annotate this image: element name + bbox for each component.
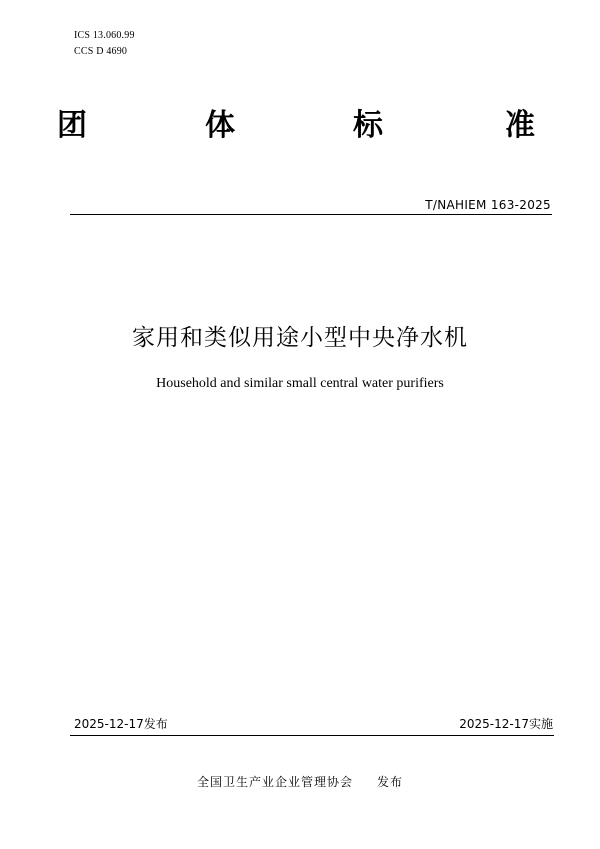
issuer-organization: 全国卫生产业企业管理协会 — [196, 775, 353, 789]
ics-code: ICS 13.060.99 — [74, 30, 135, 41]
header-divider — [70, 214, 552, 215]
publish-date: 2025-12-17发布 — [74, 717, 168, 731]
standard-type-char: 体 — [205, 108, 235, 143]
document-title-chinese: 家用和类似用途小型中央净水机 — [132, 325, 468, 351]
issuer-line — [0, 774, 600, 790]
issuer-action: 发布 — [377, 775, 404, 789]
document-title-english: Household and similar small central water purifiers — [156, 376, 444, 391]
standard-type-char: 准 — [505, 108, 535, 143]
standard-number: T/NAHIEM 163-2025 — [425, 198, 551, 212]
standard-type-char: 团 — [57, 108, 87, 143]
standard-type-char: 标 — [353, 108, 383, 143]
implement-date: 2025-12-17实施 — [459, 717, 553, 731]
ccs-code: CCS D 4690 — [74, 46, 128, 57]
footer-divider — [70, 735, 554, 736]
